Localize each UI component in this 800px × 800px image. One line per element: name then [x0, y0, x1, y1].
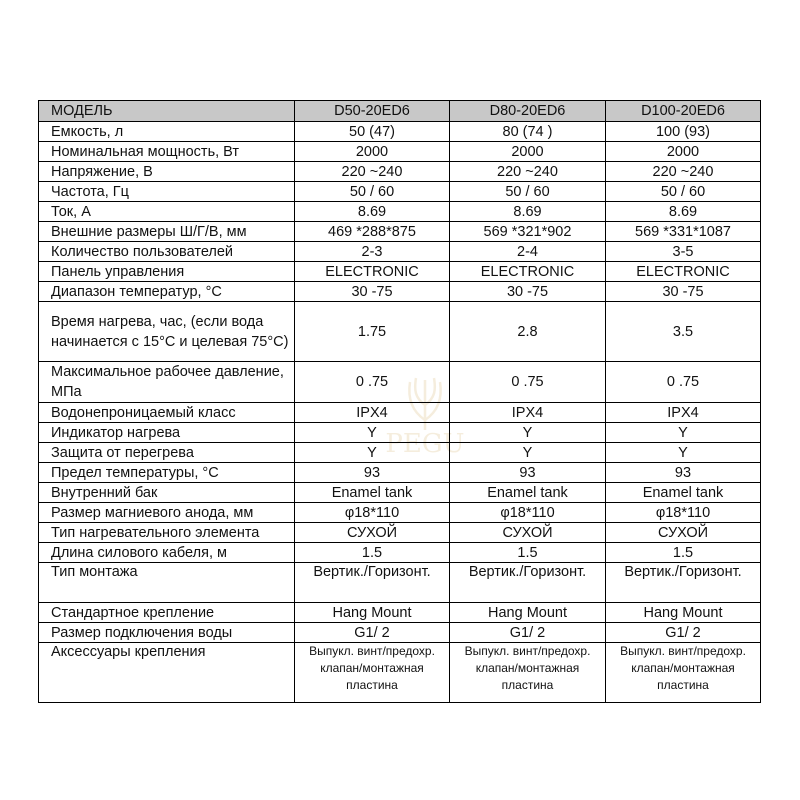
- row-label: Частота, Гц: [39, 182, 295, 202]
- table-row: [39, 202, 761, 222]
- cell-value: Enamel tank: [295, 483, 450, 503]
- cell-value: 50 / 60: [606, 182, 761, 202]
- cell-value: 1.5: [450, 543, 606, 563]
- table-row: [39, 443, 761, 463]
- cell-value: Выпукл. винт/предохр. клапан/монтажная пластина: [606, 643, 761, 703]
- table-row: [39, 503, 761, 523]
- cell-value: 93: [606, 463, 761, 483]
- cell-value: 220 ~240: [606, 162, 761, 182]
- row-label: Защита от перегрева: [39, 443, 295, 463]
- cell-value: 220 ~240: [450, 162, 606, 182]
- cell-value: Enamel tank: [606, 483, 761, 503]
- table-row: [39, 623, 761, 643]
- row-label: Внутренний бак: [39, 483, 295, 503]
- row-label: Длина силового кабеля, м: [39, 543, 295, 563]
- table-row: [39, 403, 761, 423]
- row-label: Панель управления: [39, 262, 295, 282]
- table-row: [39, 222, 761, 242]
- cell-value: 2000: [450, 142, 606, 162]
- cell-value: 1.5: [606, 543, 761, 563]
- row-label: Номинальная мощность, Вт: [39, 142, 295, 162]
- table-row: [39, 603, 761, 623]
- row-label: Водонепроницаемый класс: [39, 403, 295, 423]
- cell-value: СУХОЙ: [295, 523, 450, 543]
- row-label: Индикатор нагрева: [39, 423, 295, 443]
- cell-value: φ18*110: [295, 503, 450, 523]
- table-row: [39, 463, 761, 483]
- table-row: [39, 362, 761, 403]
- cell-value: 2-3: [295, 242, 450, 262]
- header-d100: D100-20ED6: [606, 101, 761, 122]
- row-label: Размер магниевого анода, мм: [39, 503, 295, 523]
- cell-value: Hang Mount: [606, 603, 761, 623]
- cell-value: 569 *331*1087: [606, 222, 761, 242]
- table-row: [39, 302, 761, 362]
- cell-value: 30 -75: [450, 282, 606, 302]
- row-label: Тип нагревательного элемента: [39, 523, 295, 543]
- cell-value: Вертик./Горизонт.: [450, 563, 606, 603]
- cell-value: Выпукл. винт/предохр. клапан/монтажная пластина: [450, 643, 606, 703]
- cell-value: 3-5: [606, 242, 761, 262]
- table-row: [39, 523, 761, 543]
- row-label: Аксессуары крепления: [39, 643, 295, 703]
- cell-value: 80 (74 ): [450, 122, 606, 142]
- cell-value: Вертик./Горизонт.: [295, 563, 450, 603]
- cell-value: Y: [606, 443, 761, 463]
- table-row: [39, 423, 761, 443]
- table-row: [39, 182, 761, 202]
- table-row: [39, 142, 761, 162]
- cell-value: 50 / 60: [295, 182, 450, 202]
- table-header-row: [39, 101, 761, 122]
- cell-value: 93: [295, 463, 450, 483]
- cell-value: 8.69: [606, 202, 761, 222]
- cell-value: 220 ~240: [295, 162, 450, 182]
- cell-value: 100 (93): [606, 122, 761, 142]
- row-label: Размер подключения воды: [39, 623, 295, 643]
- row-label: Стандартное крепление: [39, 603, 295, 623]
- cell-value: 8.69: [450, 202, 606, 222]
- cell-value: Y: [295, 423, 450, 443]
- row-label: Время нагрева, час, (если вода начинается с 15°C и целевая 75°C): [39, 302, 295, 362]
- cell-value: φ18*110: [606, 503, 761, 523]
- table-row: [39, 162, 761, 182]
- cell-value: Y: [606, 423, 761, 443]
- cell-value: Y: [295, 443, 450, 463]
- cell-value: СУХОЙ: [450, 523, 606, 543]
- cell-value: Выпукл. винт/предохр. клапан/монтажная пластина: [295, 643, 450, 703]
- cell-value: Hang Mount: [450, 603, 606, 623]
- watermark-text: PEGU: [385, 429, 465, 459]
- cell-value: 0 .75: [450, 362, 606, 403]
- cell-value: IPX4: [606, 403, 761, 423]
- cell-value: 2000: [606, 142, 761, 162]
- cell-value: 469 *288*875: [295, 222, 450, 242]
- row-label: Предел температуры, °C: [39, 463, 295, 483]
- row-label: Емкость, л: [39, 122, 295, 142]
- cell-value: 1.5: [295, 543, 450, 563]
- table-row: [39, 282, 761, 302]
- table-row: [39, 122, 761, 142]
- row-label: Тип монтажа: [39, 563, 295, 603]
- cell-value: 30 -75: [606, 282, 761, 302]
- table-row: [39, 483, 761, 503]
- cell-value: ELECTRONIC: [450, 262, 606, 282]
- cell-value: 30 -75: [295, 282, 450, 302]
- header-d80: D80-20ED6: [450, 101, 606, 122]
- cell-value: 3.5: [606, 302, 761, 362]
- cell-value: G1/ 2: [606, 623, 761, 643]
- spec-table: [38, 100, 761, 703]
- row-label: Количество пользователей: [39, 242, 295, 262]
- cell-value: 0 .75: [606, 362, 761, 403]
- cell-value: 50 (47): [295, 122, 450, 142]
- cell-value: φ18*110: [450, 503, 606, 523]
- row-label: Максимальное рабочее давление, МПа: [39, 362, 295, 403]
- header-model: МОДЕЛЬ: [39, 101, 295, 122]
- cell-value: IPX4: [450, 403, 606, 423]
- row-label: Внешние размеры Ш/Г/В, мм: [39, 222, 295, 242]
- cell-value: Вертик./Горизонт.: [606, 563, 761, 603]
- cell-value: 2000: [295, 142, 450, 162]
- table-row: [39, 262, 761, 282]
- table-row: [39, 242, 761, 262]
- cell-value: Hang Mount: [295, 603, 450, 623]
- cell-value: ELECTRONIC: [606, 262, 761, 282]
- row-label: Диапазон температур, °C: [39, 282, 295, 302]
- table-row: [39, 563, 761, 603]
- cell-value: 0 .75: [295, 362, 450, 403]
- table-row: [39, 543, 761, 563]
- header-d50: D50-20ED6: [295, 101, 450, 122]
- cell-value: 8.69: [295, 202, 450, 222]
- cell-value: СУХОЙ: [606, 523, 761, 543]
- row-label: Ток, А: [39, 202, 295, 222]
- row-label: Напряжение, В: [39, 162, 295, 182]
- table-row: [39, 643, 761, 703]
- cell-value: ELECTRONIC: [295, 262, 450, 282]
- cell-value: G1/ 2: [450, 623, 606, 643]
- cell-value: G1/ 2: [295, 623, 450, 643]
- cell-value: Y: [450, 443, 606, 463]
- cell-value: 50 / 60: [450, 182, 606, 202]
- cell-value: Enamel tank: [450, 483, 606, 503]
- cell-value: Y: [450, 423, 606, 443]
- cell-value: 569 *321*902: [450, 222, 606, 242]
- cell-value: IPX4: [295, 403, 450, 423]
- cell-value: 2.8: [450, 302, 606, 362]
- cell-value: 1.75: [295, 302, 450, 362]
- cell-value: 2-4: [450, 242, 606, 262]
- cell-value: 93: [450, 463, 606, 483]
